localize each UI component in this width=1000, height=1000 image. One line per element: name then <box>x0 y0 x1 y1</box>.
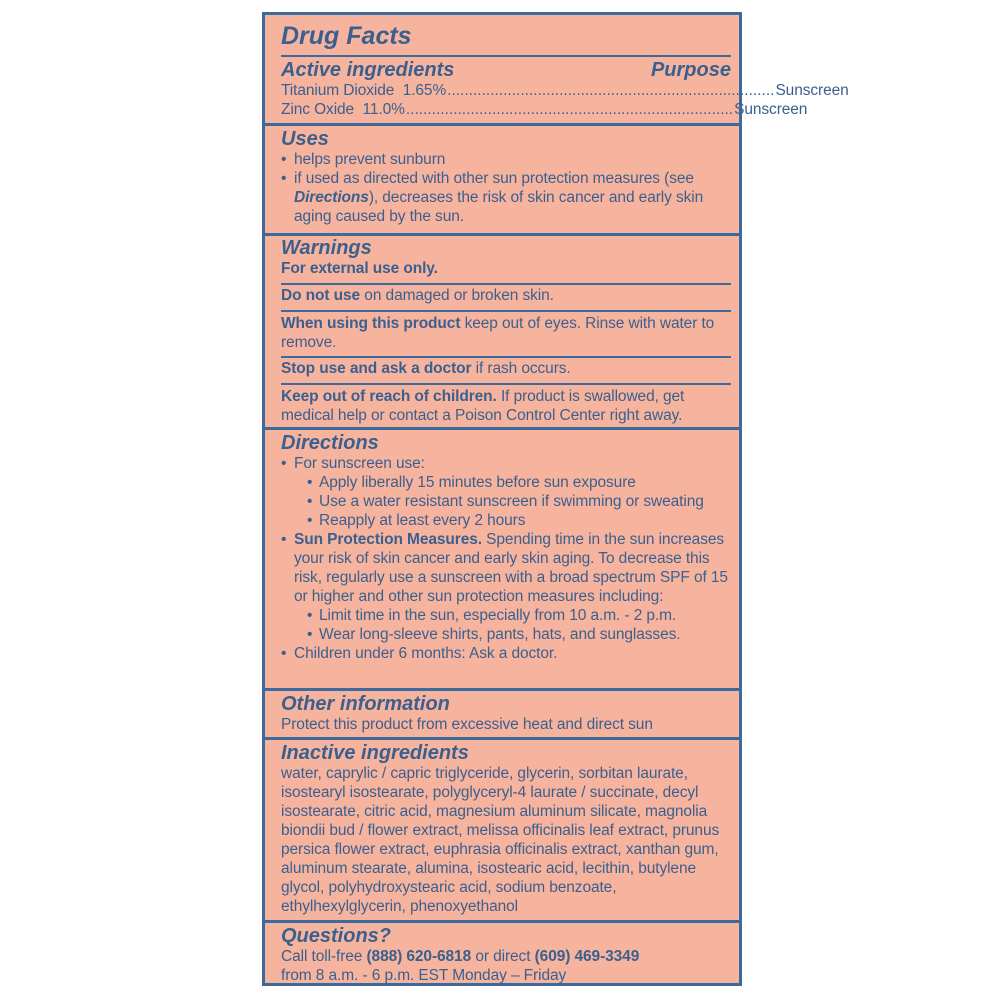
ingredient-purpose: Sunscreen <box>775 82 849 99</box>
uses-section <box>265 128 739 226</box>
section-divider <box>265 920 739 923</box>
direct-phone: (609) 469-3349 <box>534 948 640 965</box>
warning-divider <box>281 356 731 358</box>
active-ingredient-row: Titanium Dioxide 1.65% ............................................................................ Sunscreen <box>281 82 849 99</box>
section-divider <box>265 233 739 236</box>
section-divider <box>265 688 739 691</box>
drug-facts-title: Drug Facts <box>281 22 412 50</box>
when-using-label: When using this product <box>281 315 461 332</box>
directions-sub-bullet: • Apply liberally 15 minutes before sun exposure <box>281 473 731 492</box>
directions-sub-bullet: • Use a water resistant sunscreen if swimming or sweating <box>281 492 731 511</box>
uses-bullet: • helps prevent sunburn <box>281 150 731 169</box>
do-not-use-label: Do not use <box>281 287 361 304</box>
uses-heading: Uses <box>281 128 329 150</box>
inactive-ingredients-section <box>265 742 739 916</box>
when-using-text: keep out of eyes. Rinse with water to remove. <box>281 315 715 351</box>
sun-protection-label: Sun Protection Measures. <box>294 531 482 548</box>
warnings-heading: Warnings <box>281 237 372 259</box>
external-use-warning: For external use only. <box>281 260 438 277</box>
ingredient-amount: 11.0% <box>362 101 405 118</box>
hours-text: from 8 a.m. - 6 p.m. EST Monday – Friday <box>281 967 567 984</box>
stop-use-text: if rash occurs. <box>471 360 571 377</box>
questions-section: Questions? Call toll-free (888) 620-6818 or direct (609) 469-3349 from 8 a.m. - 6 p.m. EST Monday – Friday <box>265 925 739 985</box>
warning-divider <box>281 283 731 285</box>
stop-use-warning <box>265 359 739 378</box>
warnings-section <box>265 237 739 278</box>
directions-sub-bullet: • Wear long-sleeve shirts, pants, hats, and sunglasses. <box>281 625 731 644</box>
active-ingredients-header-row <box>281 59 731 81</box>
directions-bullet: • For sunscreen use: <box>281 454 731 473</box>
drug-facts-panel <box>262 12 849 986</box>
active-ingredient-row: Zinc Oxide 11.0% ............................................................................ Sunscreen <box>281 101 808 118</box>
warning-divider <box>281 383 731 385</box>
active-ingredients-section <box>265 59 849 119</box>
inactive-ingredients-text: water, caprylic / capric triglyceride, glycerin, sorbitan laurate, isostearyl isostearate, polyglyceryl-4 laurate / succinate, decyl isostearate, citric acid, magnesium aluminum silicate, magnolia biondii bud / flower extract, melissa officinalis leaf extract, prunus persica flower extract, euphrasia officinalis extract, xanthan gum, aluminum stearate, alumina, isostearic acid, lecithin, butylene glycol, polyhydroxystearic acid, sodium benzoate, ethylhexylglycerin, phenoxyethanol <box>281 765 720 915</box>
active-ingredients-heading: Active ingredients <box>281 59 455 81</box>
directions-sub-bullet: • Limit time in the sun, especially from 10 a.m. - 2 p.m. <box>281 606 731 625</box>
directions-sub-bullet: • Reapply at least every 2 hours <box>281 511 731 530</box>
ingredient-amount: 1.65% <box>402 82 447 99</box>
section-divider <box>265 427 739 430</box>
do-not-use-warning <box>265 286 739 305</box>
when-using-warning <box>265 314 739 352</box>
ingredient-name: Zinc Oxide <box>281 101 355 118</box>
drug-facts-header <box>265 22 739 50</box>
directions-bullet: • Children under 6 months: Ask a doctor. <box>281 644 731 663</box>
title-divider <box>281 55 731 57</box>
ingredient-purpose: Sunscreen <box>734 101 808 118</box>
stop-use-label: Stop use and ask a doctor <box>281 360 472 377</box>
warning-divider <box>281 310 731 312</box>
questions-heading: Questions? <box>281 925 392 947</box>
keep-out-label: Keep out of reach of children. <box>281 388 497 405</box>
keep-out-warning <box>265 387 739 425</box>
other-information-section <box>265 693 739 734</box>
purpose-heading: Purpose <box>650 59 731 81</box>
keep-out-text: If product is swallowed, get medical help or contact a Poison Control Center right away. <box>281 388 685 424</box>
inactive-ingredients-heading: Inactive ingredients <box>281 742 469 764</box>
directions-reference: Directions <box>294 189 369 206</box>
ingredient-name: Titanium Dioxide <box>281 82 395 99</box>
section-divider <box>265 123 739 126</box>
uses-bullet: • if used as directed with other sun protection measures (see Directions), decreases the risk of skin cancer and early skin aging caused by the sun. <box>281 169 731 226</box>
do-not-use-text: on damaged or broken skin. <box>360 287 554 304</box>
other-information-heading: Other information <box>281 693 450 715</box>
toll-free-phone: (888) 620-6818 <box>366 948 472 965</box>
other-information-text: Protect this product from excessive heat and direct sun <box>281 716 653 733</box>
sun-protection-bullet: • Sun Protection Measures. Spending time in the sun increases your risk of skin cancer and early skin aging. To decrease this risk, regularly use a sunscreen with a broad spectrum SPF of 15 or higher and other sun protection measures including: <box>281 530 731 606</box>
directions-section <box>265 432 739 663</box>
directions-heading: Directions <box>281 432 379 454</box>
section-divider <box>265 737 739 740</box>
